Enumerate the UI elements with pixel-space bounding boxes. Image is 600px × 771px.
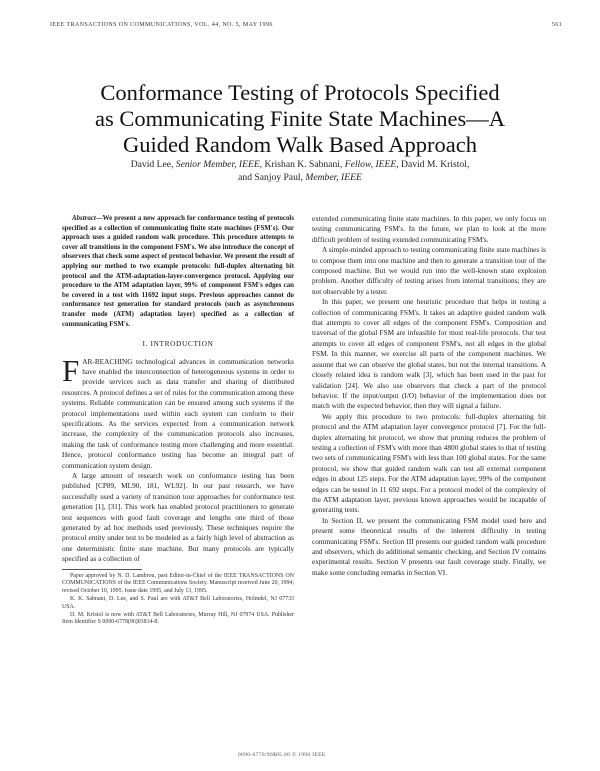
footnote: Paper approved by N. D. Lambrou, past Editor-in-Chief of the IEEE TRANSACTIONS ON COMMUNICATIONS of the IEEE Communications Society. Manuscript received June 20, 1994; revised October 10, 1995. Issue date 1995, and July 13, 1995. [62, 572, 294, 595]
body-paragraph: In this paper, we present one heuristic procedure that helps in testing a collection of communicating FSM's. It takes an adaptive guided random walk that attempts to cover all edges of the component FSM's. Composition and traversal of the global FSM are infeasible for most real-life protocols. Our test attempts to cover all edges of component FSM's, not all edges in the global FSM. In this manner, we exercise all parts of the component machines. We assume that we can observe the global states, but not the internal transitions. A closely related idea is random walk [3], which has been used in the past for validation [24]. We also use observers that check a part of the protocol behavior. If the input/output (I/O) behavior of the implementation does not match with the expected behavior, then they will signal a failure. [312, 297, 546, 411]
left-column [62, 214, 294, 627]
author-role: Fellow, IEEE, [344, 159, 399, 170]
running-header [50, 22, 562, 28]
title-line-1: Conformance Testing of Protocols Specified [100, 80, 500, 105]
author-role: Senior Member, IEEE, [175, 159, 263, 170]
author-name: and Sanjoy Paul, [238, 172, 303, 183]
publication-id: 0090-6778/96$05.00 © 1996 IEEE [238, 752, 326, 758]
abstract-lead: Abstract— [72, 215, 103, 222]
page-number: 561 [551, 22, 562, 28]
paragraph-text: AR-REACHING technological advances in communication networks have enabled the interconnection of heterogeneous systems in order to provide services such as data transfer and sharing of distributed resources. A protocol defines a set of rules for the communication among these systems. Reliable communication can be ensured among such systems if the protocol implementations used within each system can conform to their specifications. As the services expected from a communication network increase, the complexity of the communication protocols also increases, making the task of conformance testing more challenging and more essential. Hence, protocol conformance testing has become an integral part of communication system design. [62, 356, 294, 470]
journal-header: IEEE TRANSACTIONS ON COMMUNICATIONS, VOL. 44, NO. 5, MAY 1996 [50, 22, 273, 28]
abstract-text: We present a new approach for conformance testing of protocols specified as a collection of communicating finite state machines (FSM's). Our approach uses a guided random walk procedure. This procedure attempts to cover all transitions in the component FSM's. We also introduce the concept of observers that check some aspect of protocol behavior. We present the result of applying our method to two example protocols: full-duplex alternating bit protocol and the ATM-adaptation-layer-convergence protocol. Applying our procedure to the ATM adaptation layer, 99% of component FSM's edges can be covered in a test with 11692 input steps. Previous approaches cannot do conformance test generation for standard protocols (such as asynchronous transfer mode (ATM) adaptation layer) specified as a collection of communicating FSM's. [62, 215, 294, 328]
author-list [60, 158, 540, 184]
body-paragraph: A simple-minded approach to testing communicating finite state machines is to compose them into one machine and then to generate a transition tour of the composed machine. But we would run into the well-known state explosion problem. Another difficulty of testing arises from internal transitions; they are not observable by a tester. [312, 245, 546, 296]
title-line-2: as Communicating Finite State Machines—A [95, 106, 505, 131]
footnote: K. K. Sabnani, D. Lee, and S. Paul are with AT&T Bell Laboratories, Holmdel, NJ 07733 USA. [62, 596, 294, 610]
author-name: Krishan K. Sabnani, [264, 159, 343, 170]
intro-paragraph-1 [62, 352, 294, 471]
intro-paragraph-2: A large amount of research work on conformance testing has been published [CP89, ML90, 181, WL92]. In our past research, we have successfully used a variety of transition tour approaches for conformance test generation [1], [31]. This work has enabled protocol practitioners to generate test sequences with good fault coverage and lengths one third of those generated by ad hoc methods used previously. These techniques require the protocol entity under test to be modeled as a fairly high level of abstraction as one deterministic finite state machine. But many protocols are typically specified as a collection of [62, 471, 294, 564]
title-line-3: Guided Random Walk Based Approach [123, 132, 477, 157]
section-heading: I. INTRODUCTION [142, 339, 214, 349]
body-paragraph: extended communicating finite state machines. In this paper, we only focus on testing communicating FSM's. In the future, we plan to look at the more difficult problem of testing extended communicating FSM's. [312, 214, 546, 244]
author-name: David M. Kristol, [401, 159, 470, 170]
author-role: Member, IEEE [305, 172, 362, 183]
paper-title [40, 80, 560, 158]
body-paragraph: In Section II, we present the communicating FSM model used here and present some theoretical results of the inherent difficulty in testing communicating FSM's. Section III presents our guided random walk procedure and observers, which do additional semantic checking, and Section IV contains experimental results. Section V presents our fault coverage study. Finally, we make some concluding remarks in Section VI. [312, 515, 546, 577]
footnote-rule [62, 569, 142, 570]
footnote: D. M. Kristol is now with AT&T Bell Laboratories, Murray Hill, NJ 07974 USA. Publisher Item Identifier S 0090-6778(96)03814-8. [62, 611, 294, 626]
body-paragraph: We apply this procedure to two protocols: full-duplex alternating bit protocol and the ATM adaptation layer convergence protocol [7]. For the full-duplex alternating bit protocol, we show that pruning reduces the problem of testing a collection of FSM's with more than 4800 global states to that of testing two sets of communicating FSM's with less than 100 global states. For the same protocol, we show that guided random walk can test all external component edges in about 125 steps. For the ATM adaptation layer, 99% of the component edges can be tested in 11 692 steps. For a protocol model of the complexity of the ATM adaptation layer, previous known approaches would be incapable of generating tests. [312, 411, 546, 515]
right-column [312, 214, 546, 578]
author-name: David Lee, [130, 159, 174, 170]
drop-cap: F [62, 352, 80, 388]
abstract [62, 214, 294, 329]
